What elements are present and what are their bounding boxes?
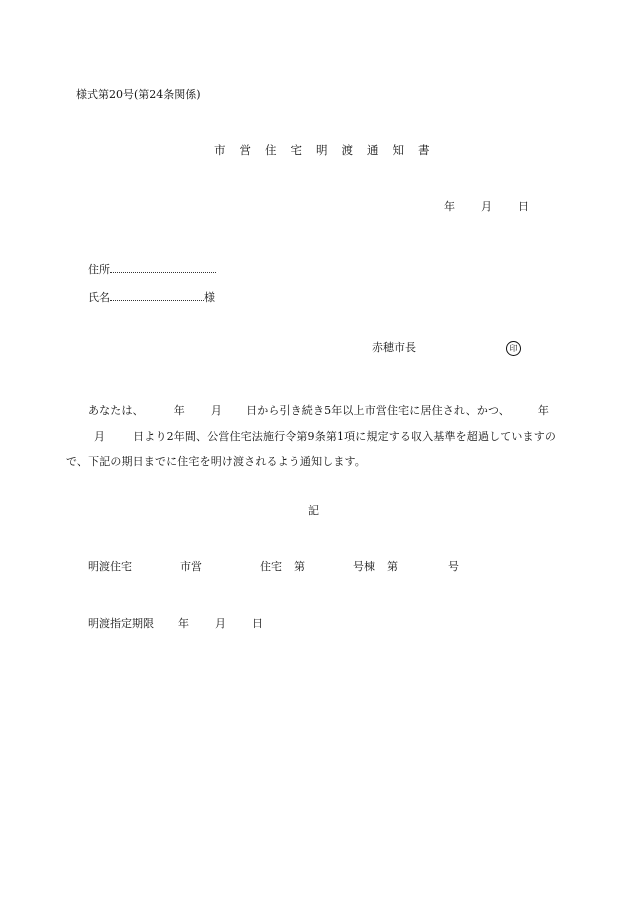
name-field[interactable] bbox=[110, 288, 204, 301]
body-year: 年 bbox=[173, 404, 185, 417]
date-year: 年 bbox=[444, 200, 455, 213]
body-part: あなたは、 bbox=[88, 404, 144, 417]
date-month: 月 bbox=[481, 200, 492, 213]
title-char: 知 bbox=[392, 143, 404, 157]
housing-dai: 第 bbox=[387, 560, 398, 573]
title-char: 宅 bbox=[290, 143, 302, 157]
name-label: 氏名 bbox=[88, 291, 110, 304]
title-char: 明 bbox=[316, 143, 328, 157]
body-part: 日より2年間、公営住宅法施行令第9条第1項に規定する収入基準を超過していますので、下記の期日までに住宅を明け渡されるよう通知します。 bbox=[66, 429, 556, 468]
title-char: 営 bbox=[239, 143, 251, 157]
address-line bbox=[88, 260, 216, 277]
honorific: 様 bbox=[204, 291, 215, 304]
housing-line bbox=[88, 558, 459, 574]
address-field[interactable] bbox=[110, 260, 216, 273]
title-char: 渡 bbox=[341, 143, 353, 157]
document-title bbox=[214, 142, 430, 158]
housing-city: 市営 bbox=[180, 560, 202, 573]
housing-gou: 号 bbox=[448, 560, 459, 573]
housing-jutaku: 住宅 bbox=[260, 560, 282, 573]
deadline-month: 月 bbox=[215, 617, 226, 630]
housing-goutou: 号棟 bbox=[353, 560, 375, 573]
title-char: 市 bbox=[214, 143, 226, 157]
deadline-label: 明渡指定期限 bbox=[88, 617, 154, 630]
seal-icon: 印 bbox=[506, 341, 521, 356]
name-line bbox=[88, 288, 215, 305]
date-day: 日 bbox=[518, 200, 529, 213]
form-number: 様式第20号(第24条関係) bbox=[76, 88, 201, 101]
body-month: 月 bbox=[210, 404, 223, 417]
housing-label: 明渡住宅 bbox=[88, 560, 132, 573]
deadline-line bbox=[88, 615, 263, 631]
issuer-name: 赤穂市長 bbox=[372, 341, 416, 354]
title-char: 通 bbox=[367, 143, 379, 157]
body-month: 月 bbox=[94, 429, 106, 443]
body-part: 日から引き続き5年以上市営住宅に居住され、かつ、 bbox=[246, 404, 510, 417]
deadline-day: 日 bbox=[252, 617, 263, 630]
deadline-year: 年 bbox=[178, 617, 189, 630]
address-label: 住所 bbox=[88, 263, 110, 276]
title-char: 書 bbox=[418, 143, 430, 157]
notice-body bbox=[66, 398, 560, 475]
issuer-line bbox=[372, 339, 521, 356]
ki-heading: 記 bbox=[308, 504, 319, 517]
issue-date bbox=[444, 198, 529, 214]
housing-dai: 第 bbox=[294, 560, 305, 573]
title-char: 住 bbox=[265, 143, 277, 157]
body-year: 年 bbox=[537, 404, 550, 417]
